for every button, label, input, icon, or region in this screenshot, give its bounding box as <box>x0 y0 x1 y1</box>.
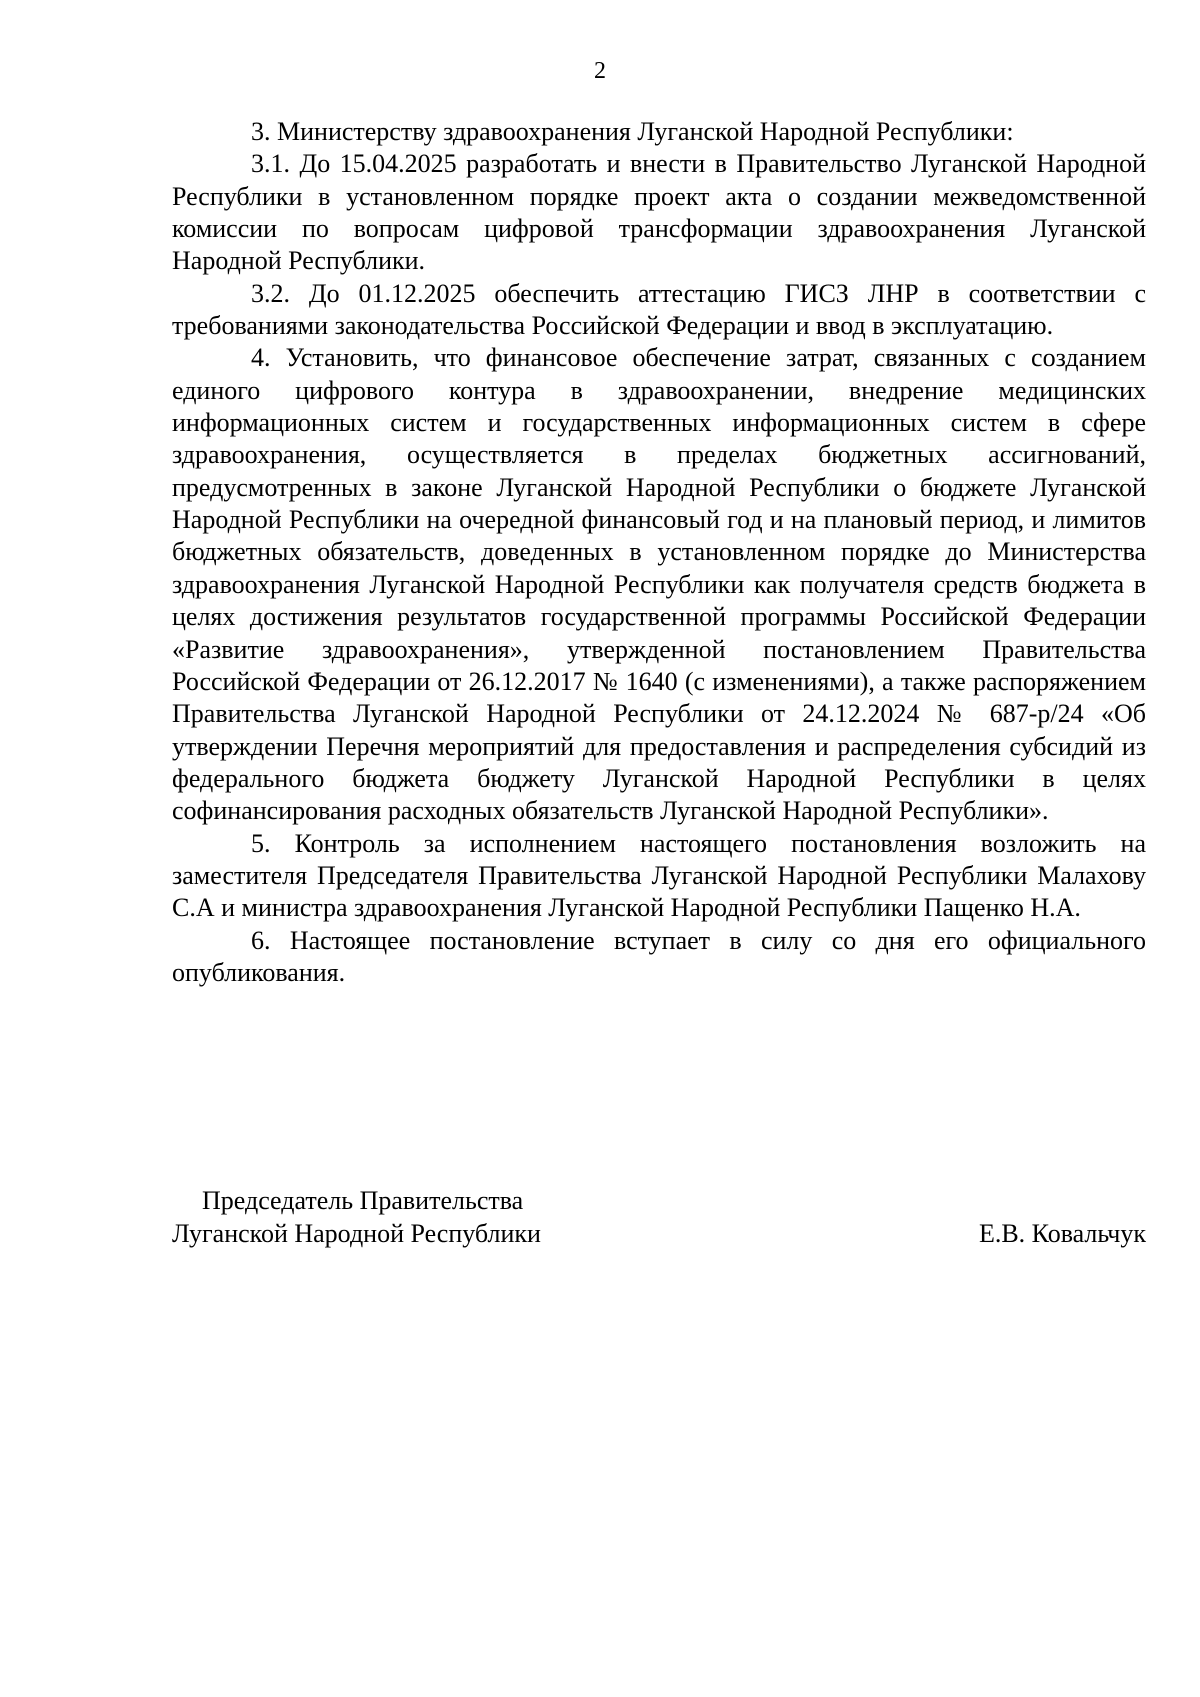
paragraph-4: 4. Установить, что финансовое обеспечение затрат, связанных с созданием единого цифрового контура в здравоохранении, внедрение медицинских информационных систем и государственных информационных систем в сфере здравоохранения, осуществляется в пределах бюджетных ассигнований, предусмотренных в законе Луганской Народной Республики о бюджете Луганской Народной Республики на очередной финансовый год и на плановый период, и лимитов бюджетных обязательств, доведенных в установленном порядке до Министерства здравоохранения Луганской Народной Республики как получателя средств бюджета в целях достижения результатов государственной программы Российской Федерации «Развитие здравоохранения», утвержденной постановлением Правительства Российской Федерации от 26.12.2017 № 1640 (с изменениями), а также распоряжением Правительства Луганской Народной Республики от 24.12.2024 № 687-р/24 «Об утверждении Перечня мероприятий для предоставления и распределения субсидий из федерального бюджета бюджету Луганской Народной Республики в целях софинансирования расходных обязательств Луганской Народной Республики». <box>172 343 1146 826</box>
paragraph-3: 3. Министерству здравоохранения Луганской Народной Республики: <box>251 117 1014 146</box>
paragraph-3-2: 3.2. До 01.12.2025 обеспечить аттестацию ГИСЗ ЛНР в соответствии с требованиями законодательства Российской Федерации и ввод в эксплуатацию. <box>172 278 1146 341</box>
signatory-title-line-1: Председатель Правительства <box>202 1186 524 1215</box>
signature-block <box>172 1184 1146 1250</box>
paragraph-6: 6. Настоящее постановление вступает в силу со дня его официального опубликования. <box>172 925 1146 987</box>
page-number: 2 <box>594 58 606 84</box>
signatory-title-line-2: Луганской Народной Республики <box>172 1219 541 1248</box>
paragraph-3-1: 3.1. До 15.04.2025 разработать и внести в Правительство Луганской Народной Республики в установленном порядке проект акта о создании межведомственной комиссии по вопросам цифровой трансформации здравоохранения Луганской Народной Республики. <box>172 149 1146 276</box>
signature-row <box>172 1217 1146 1250</box>
signatory-name: Е.В. Ковальчук <box>978 1219 1146 1248</box>
document-body <box>172 116 1146 989</box>
paragraph-5: 5. Контроль за исполнением настоящего постановления возложить на заместителя Председателя Правительства Луганской Народной Республики Малахову С.А и министра здравоохранения Луганской Народной Республики Пащенко Н.А. <box>172 828 1146 923</box>
